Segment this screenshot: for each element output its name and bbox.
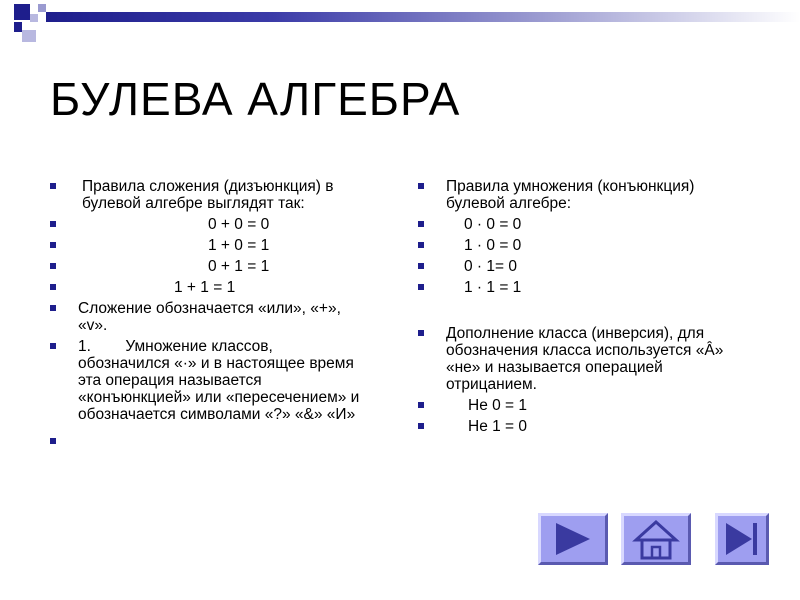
list-item-text: 1. Умножение классов, обозначился «·» и в настоящее время эта операция называется «конъюнкцией» или «пересечением» и обозначается символами «?» «&» «И» bbox=[78, 338, 360, 423]
home-icon bbox=[624, 516, 688, 562]
bullet-icon bbox=[50, 242, 56, 248]
home-button[interactable] bbox=[621, 513, 691, 565]
bullet-icon bbox=[418, 330, 424, 336]
equation-text: 1 · 0 = 0 bbox=[464, 237, 522, 254]
decor-square bbox=[22, 30, 36, 42]
bullet-icon bbox=[50, 284, 56, 290]
bullet-icon bbox=[418, 221, 424, 227]
list-item bbox=[416, 178, 756, 212]
list-item bbox=[48, 237, 368, 254]
equation-text: 0 + 0 = 0 bbox=[208, 216, 270, 233]
left-column bbox=[48, 178, 368, 454]
list-item bbox=[48, 300, 368, 334]
list-item bbox=[416, 216, 756, 233]
bullet-icon bbox=[50, 343, 56, 349]
bullet-icon bbox=[50, 183, 56, 189]
bullet-icon bbox=[50, 305, 56, 311]
bullet-icon bbox=[418, 242, 424, 248]
decor-square bbox=[30, 14, 38, 22]
list-item bbox=[416, 325, 756, 393]
top-decoration bbox=[0, 0, 800, 46]
list-item bbox=[416, 397, 756, 414]
list-item bbox=[48, 178, 368, 212]
equation-text: 1 + 1 = 1 bbox=[174, 279, 236, 296]
list-item bbox=[416, 237, 756, 254]
decor-square bbox=[38, 4, 46, 12]
list-item-text: Правила умножения (конъюнкция) булевой алгебре: bbox=[446, 178, 695, 212]
bullet-icon bbox=[418, 402, 424, 408]
equation-text: Не 0 = 1 bbox=[468, 397, 528, 414]
equation-text: 0 + 1 = 1 bbox=[208, 258, 270, 275]
right-column bbox=[416, 178, 756, 439]
equation-text: 1 · 1 = 1 bbox=[464, 279, 522, 296]
slide-title: БУЛЕВА АЛГЕБРА bbox=[50, 73, 461, 125]
decor-square bbox=[14, 4, 30, 20]
equation-text: Не 1 = 0 bbox=[468, 418, 528, 435]
list-item bbox=[48, 433, 368, 450]
list-item-text: Дополнение класса (инверсия), для обозначения класса используется «Â» «не» и называется операцией отрицанием. bbox=[446, 325, 724, 393]
bullet-icon bbox=[418, 423, 424, 429]
decor-square bbox=[14, 22, 22, 32]
equation-text: 0 · 1= 0 bbox=[464, 258, 517, 275]
bullet-icon bbox=[418, 183, 424, 189]
bullet-icon bbox=[418, 263, 424, 269]
list-item-text: Правила сложения (дизъюнкция) в булевой алгебре выглядят так: bbox=[82, 178, 334, 212]
list-item bbox=[48, 216, 368, 233]
list-item bbox=[416, 258, 756, 275]
equation-text: 0 · 0 = 0 bbox=[464, 216, 522, 233]
header-gradient-band bbox=[46, 12, 800, 22]
next-arrow-icon bbox=[541, 516, 605, 562]
list-item bbox=[416, 279, 756, 296]
list-item bbox=[48, 258, 368, 275]
next-slide-button[interactable] bbox=[538, 513, 608, 565]
list-item bbox=[48, 279, 368, 296]
bullet-icon bbox=[50, 221, 56, 227]
bullet-icon bbox=[418, 284, 424, 290]
list-item-text: Сложение обозначается «или», «+», «v». bbox=[78, 300, 341, 334]
bullet-icon bbox=[50, 263, 56, 269]
list-item bbox=[416, 418, 756, 435]
list-item bbox=[48, 338, 368, 423]
last-slide-button[interactable] bbox=[715, 513, 769, 565]
bullet-icon bbox=[50, 438, 56, 444]
equation-text: 1 + 0 = 1 bbox=[208, 237, 270, 254]
last-slide-icon bbox=[718, 516, 766, 562]
